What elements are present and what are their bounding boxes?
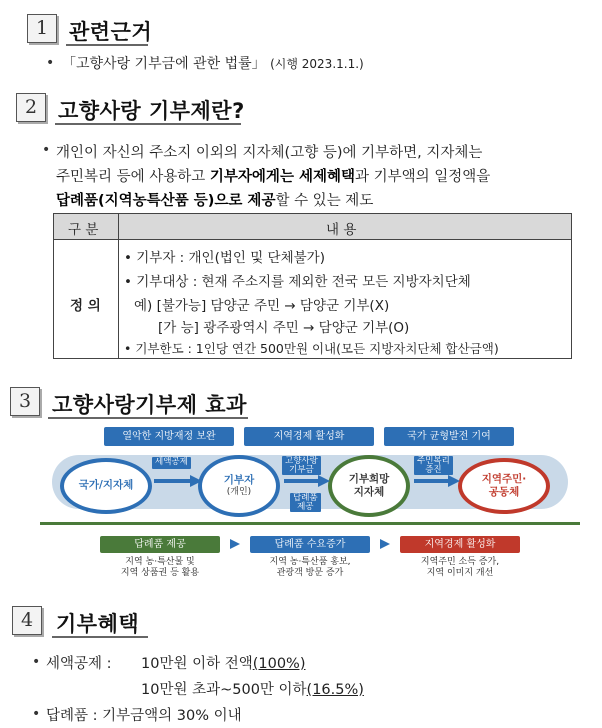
tag-donation (282, 456, 321, 475)
law-reference (62, 53, 364, 73)
section-number-3: 3 (10, 387, 40, 416)
table-row: • 기부대상 : 현재 주소지를 제외한 전국 모든 지방자치단체 (124, 274, 471, 290)
effect-line: 지역주민 소득 증가, (420, 557, 500, 567)
title-underline (55, 123, 241, 125)
law-name: 「고향사랑 기부금에 관한 법률」 (62, 56, 266, 72)
gift-limit: 답례품 : 기부금액의 30% 이내 (46, 708, 242, 724)
section-number-4: 4 (12, 606, 42, 635)
divider-line (40, 522, 580, 525)
section-number-2: 2 (16, 93, 46, 122)
tag-gift-provision (290, 493, 321, 512)
header-content: 내 용 (326, 222, 357, 238)
arrow-line (414, 479, 450, 483)
bullet: • (32, 706, 41, 722)
bullet: • (46, 55, 55, 71)
row-label-definition: 정 의 (70, 298, 101, 314)
tag-welfare (414, 456, 453, 475)
section-title-1: 관련근거 (69, 20, 153, 44)
definition-line-1: 개인이 자신의 주소지 이외의 지자체(고향 등)에 기부하면, 지자체는 (56, 145, 483, 161)
tag-line: 고향사랑 (285, 456, 318, 466)
effect-line: 지역 농·특산품 홍보, (269, 557, 351, 567)
node-residents (458, 458, 550, 514)
title-underline (66, 44, 148, 46)
arrow-right-icon (318, 475, 330, 487)
rate-16-5: (16.5%) (306, 682, 364, 698)
highlight-gift: 답례품(지역농특산품 등)으로 제공 (56, 193, 276, 209)
effect-text-gift (92, 557, 228, 580)
tag-line: 기부금 (289, 464, 314, 475)
definition-line-2 (56, 165, 490, 186)
arrow-line (154, 479, 192, 483)
node-donor (198, 455, 280, 517)
arrow-right-icon (380, 539, 390, 549)
section-title-4: 기부혜택 (56, 612, 140, 636)
tax-deduction-line-1 (141, 652, 306, 673)
banner-economy: 지역경제 활성화 (244, 427, 374, 446)
table-row: [가 능] 광주광역시 주민 → 담양군 기부(O) (158, 320, 410, 336)
effect-text-demand (242, 557, 378, 580)
section-number-1: 1 (27, 14, 57, 43)
arrow-right-icon (190, 475, 202, 487)
tax-deduction-line-2 (141, 678, 364, 699)
table-row: • 기부한도 : 1인당 연간 500만원 이내(모든 지방자치단체 합산금액) (124, 341, 499, 356)
arrow-line (284, 479, 320, 483)
banner-fiscal: 열악한 지방재정 보완 (104, 427, 234, 446)
text-span: 10만원 초과~500만 이하 (141, 682, 307, 698)
node-sublabel: (개인) (226, 486, 252, 497)
header-category: 구 분 (68, 222, 99, 238)
banner-balance: 국가 균형발전 기여 (384, 427, 514, 446)
section-title-3: 고향사랑기부제 효과 (52, 393, 247, 417)
tag-line: 답례품 (293, 493, 318, 503)
table-header (54, 214, 571, 240)
arrow-right-icon (230, 539, 240, 549)
definition-table (53, 213, 572, 359)
text-span: 주민복리 등에 사용하고 (56, 169, 210, 185)
text-span: 할 수 있는 제도 (275, 193, 374, 209)
effect-label-demand: 답례품 수요증가 (250, 536, 370, 553)
highlight-tax-benefit: 기부자에게는 세제혜택 (209, 169, 356, 185)
table-divider (118, 214, 119, 358)
title-underline (48, 417, 248, 419)
table-row: • 기부자 : 개인(법인 및 단체불가) (124, 250, 325, 266)
definition-line-3 (56, 189, 373, 210)
title-underline (52, 636, 148, 638)
effect-line: 지역 농·특산물 및 (125, 557, 195, 567)
tax-deduction-label: 세액공제 : (46, 656, 112, 672)
tag-line: 주민복리 (417, 456, 450, 466)
node-local-gov (328, 455, 410, 517)
effect-line: 관광객 방문 증가 (276, 568, 344, 579)
bullet: • (32, 654, 41, 670)
node-label: 지자체 (353, 486, 385, 498)
section-title-2: 고향사랑 기부제란? (58, 99, 245, 123)
bullet: • (42, 142, 51, 158)
tag-line: 증진 (425, 464, 442, 475)
effect-line: 지역 이미지 개선 (426, 568, 494, 579)
text-span: 10만원 이하 전액 (141, 656, 253, 672)
node-state (60, 458, 152, 514)
arrow-right-icon (448, 475, 460, 487)
effect-text-economy (392, 557, 528, 580)
effect-label-economy: 지역경제 활성화 (400, 536, 520, 553)
tag-line: 제공 (297, 501, 314, 512)
effect-diagram (40, 425, 580, 585)
node-label: 기부희망 (348, 472, 390, 485)
node-label: 기부자 (223, 473, 255, 486)
table-row: 예) [불가능] 담양군 주민 → 담양군 기부(X) (134, 298, 390, 314)
node-label: 지역주민· (481, 472, 527, 485)
effective-date: (시행 2023.1.1.) (270, 57, 364, 71)
tag-tax-deduction: 세액공제 (152, 457, 191, 469)
effect-label-gift: 답례품 제공 (100, 536, 220, 553)
text-span: 과 기부액의 일정액을 (355, 169, 491, 185)
node-label: 국가/지자체 (78, 479, 134, 492)
node-label: 공동체 (488, 486, 520, 498)
rate-100: (100%) (252, 656, 306, 672)
effect-line: 지역 상품권 등 활용 (120, 568, 200, 579)
